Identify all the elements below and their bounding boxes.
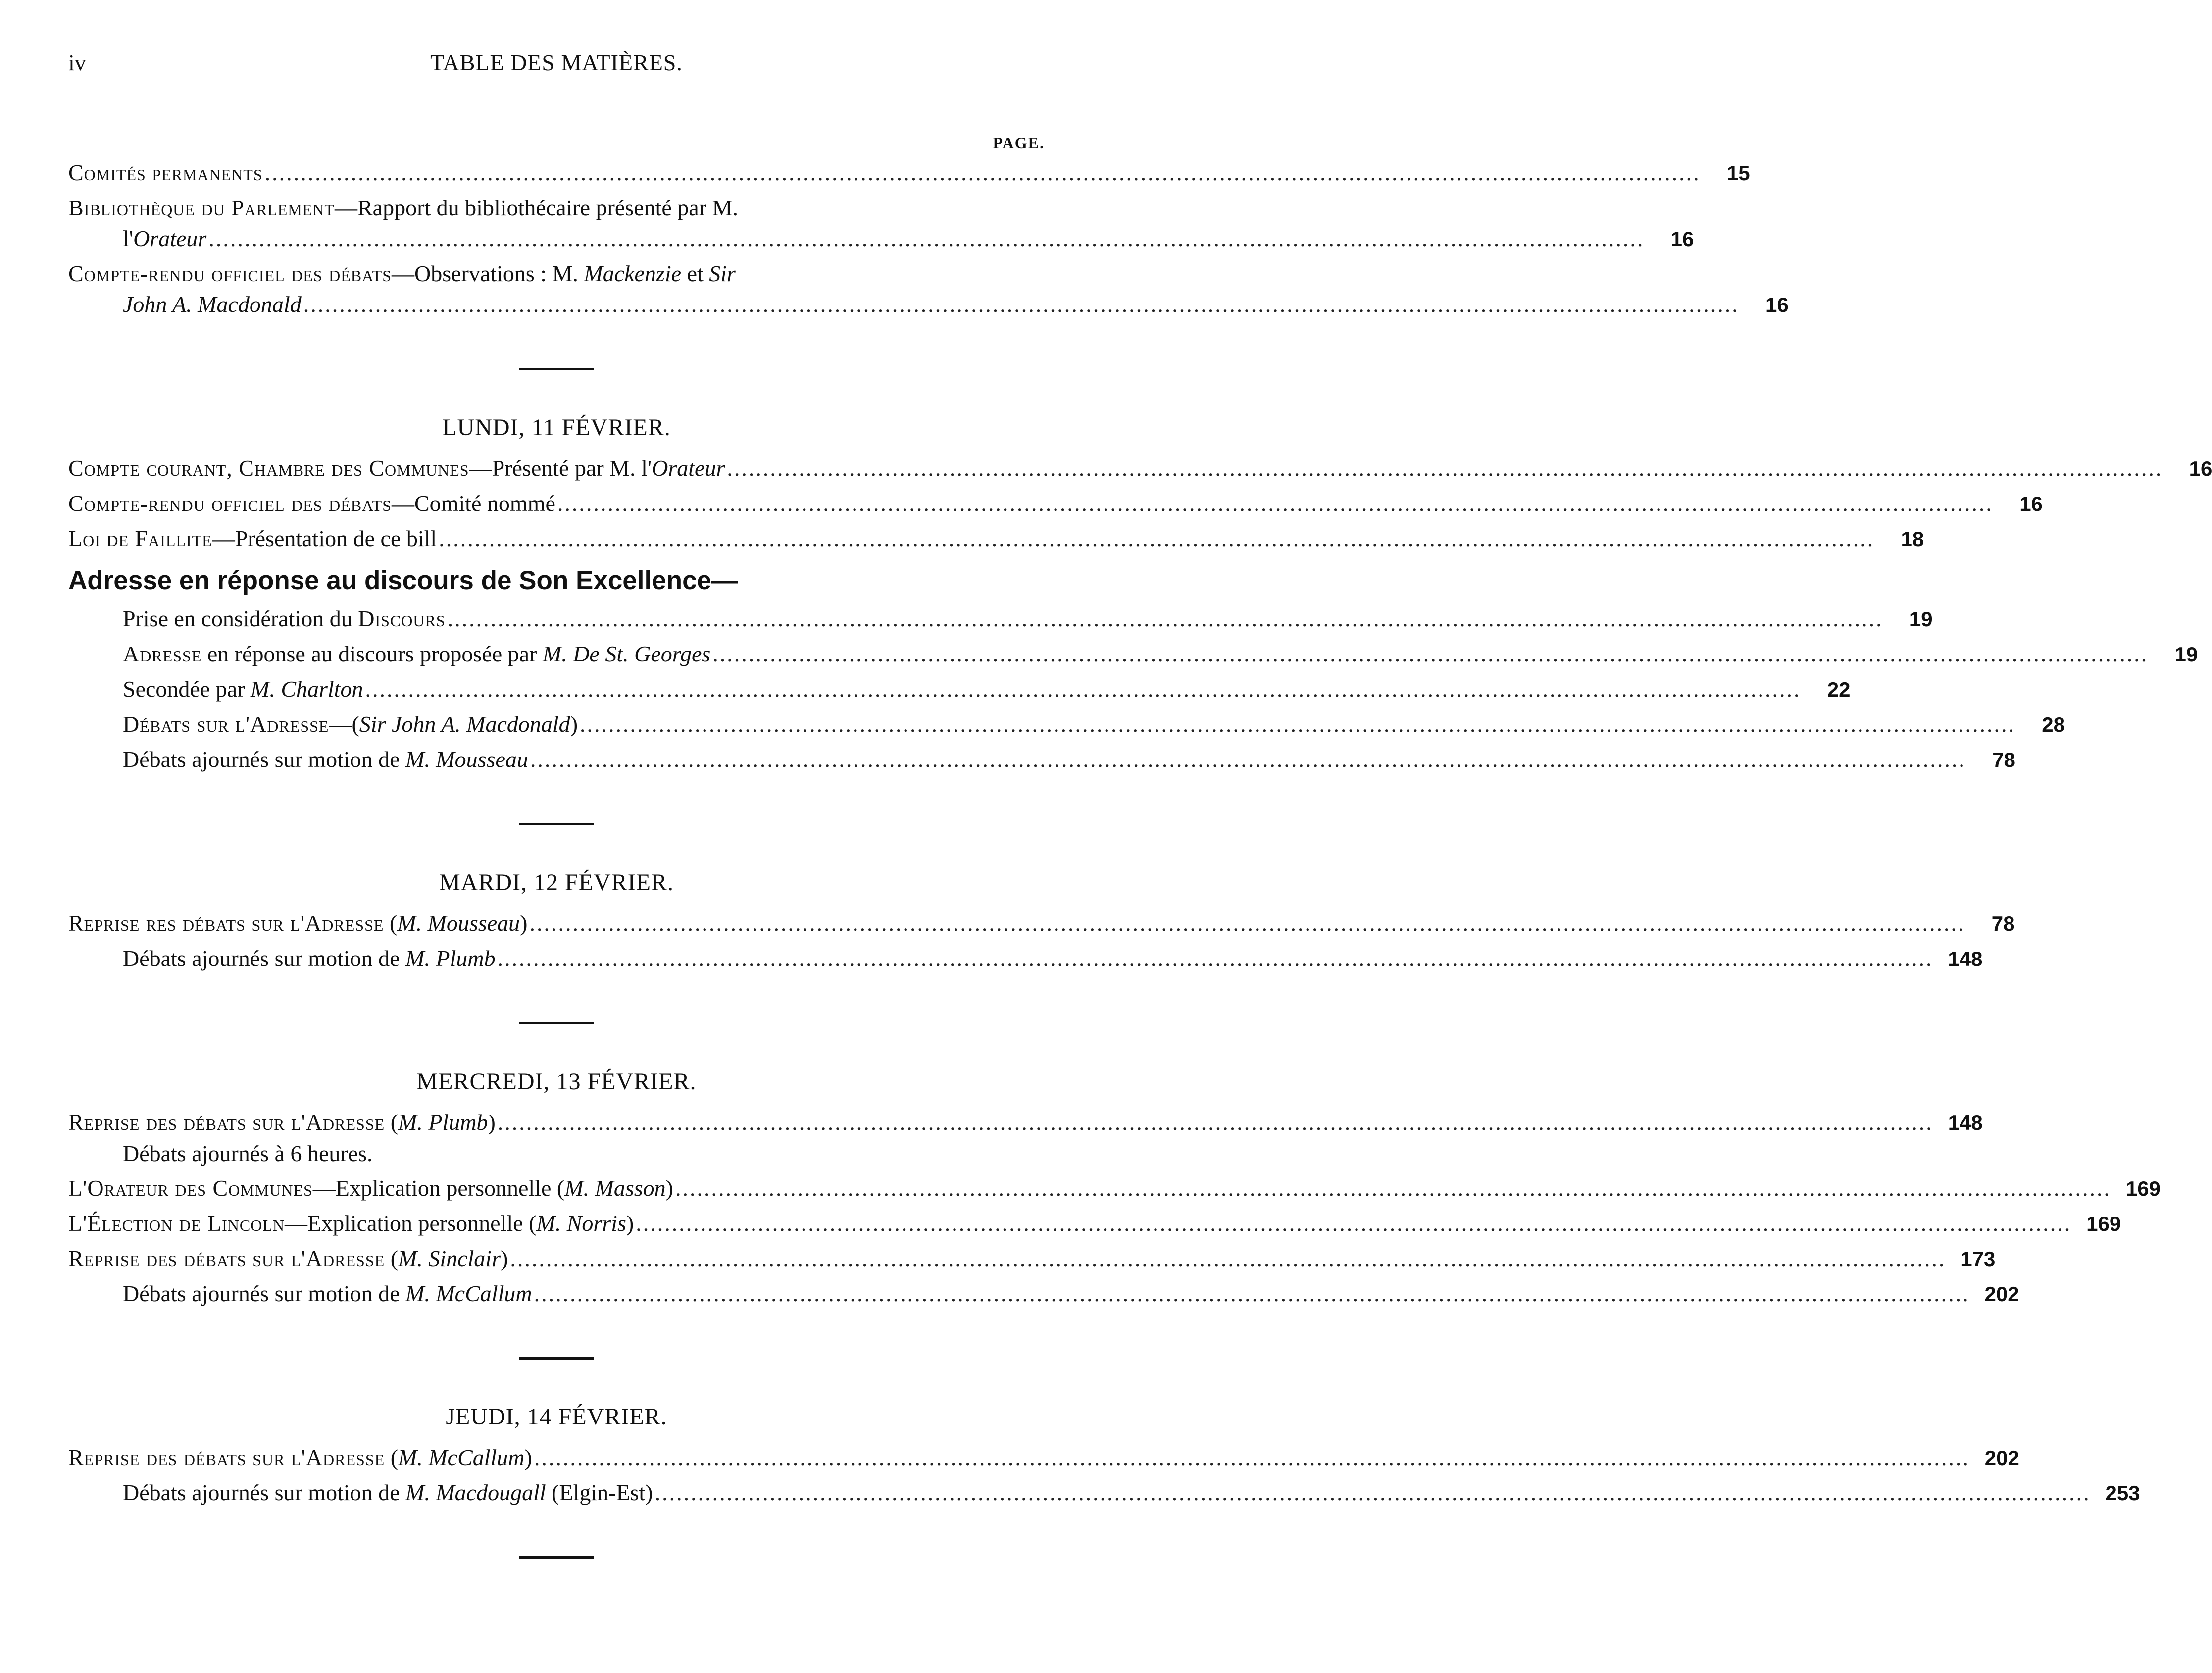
dot-leader: ........................................................................................................................................................................................................: [497, 946, 1933, 971]
dot-leader: ........................................................................................................................................................................................................: [510, 1246, 1946, 1271]
entry-text-part: Reprise res débats sur l'Adresse: [68, 911, 384, 936]
entry-text-part: M. Norris: [536, 1211, 626, 1236]
entry-text-part: l': [123, 226, 134, 251]
dot-leader: ........................................................................................................................................................................................................: [439, 526, 1875, 551]
entry-title: [123, 674, 363, 705]
entry-row: [123, 604, 1933, 635]
entry-text-part: Débats ajournés sur motion de: [123, 1480, 406, 1505]
toc-entry: [68, 488, 2043, 519]
entry-text-part: Discours: [358, 606, 446, 631]
toc-entry: [68, 639, 2198, 670]
bold-subheading: Adresse en réponse au discours de Son Excellence—: [68, 566, 738, 595]
day-heading: JEUDI, 14 FÉVRIER.: [446, 1404, 667, 1430]
page-ref: 173: [1961, 1247, 1996, 1270]
section-divider: [519, 1357, 594, 1360]
entry-title: [68, 1442, 532, 1473]
entry-title-continued: [123, 223, 206, 254]
entry-text-part: ): [570, 711, 578, 737]
entry-text-part: M. McCallum: [405, 1281, 532, 1306]
entry-first-line: [68, 193, 1045, 223]
page-ref: 202: [1984, 1446, 2019, 1470]
page-header: [68, 35, 1045, 82]
entry-text-part: ): [488, 1110, 496, 1135]
entry-text-part: Compte-rendu officiel des débats: [68, 491, 392, 516]
entry-row: [68, 1442, 2019, 1473]
entry-text-part: Prise en considération du: [123, 606, 358, 631]
entry-text-part: Débats ajournés sur motion de: [123, 1281, 406, 1306]
section-divider: [519, 1022, 594, 1024]
dot-leader: ........................................................................................................................................................................................................: [534, 1445, 1970, 1470]
dot-leader: ........................................................................................................................................................................................................: [529, 911, 1965, 936]
page-ref: 16: [1765, 293, 1789, 316]
dot-leader: ........................................................................................................................................................................................................: [365, 676, 1801, 702]
entry-text-part: ): [665, 1175, 673, 1201]
entry-row: [123, 709, 2065, 740]
entry-row: [68, 157, 1750, 189]
dot-leader: ........................................................................................................................................................................................................: [580, 711, 2016, 737]
entry-text-part: M. Mousseau: [397, 911, 520, 936]
day-heading: MERCREDI, 13 FÉVRIER.: [416, 1068, 697, 1095]
entry-text-part: (: [384, 911, 398, 936]
entry-row: [123, 639, 2198, 670]
toc-entry: [68, 744, 2015, 775]
entry-note: Débats ajournés à 6 heures.: [123, 1141, 373, 1166]
entry-title: [68, 488, 555, 519]
entry-text-part: Orateur: [652, 456, 725, 481]
entry-text-part: (Elgin-Est): [546, 1480, 653, 1505]
section-divider: [519, 1556, 594, 1559]
page-ref: 78: [1991, 912, 2015, 935]
entry-text-part: —Comité nommé: [391, 491, 555, 516]
page-number: iv: [68, 50, 86, 75]
page-ref: 169: [2125, 1177, 2161, 1200]
entry-text-part: M. Masson: [564, 1175, 666, 1201]
entry-text-part: Secondée par: [123, 676, 251, 702]
entry-text-part: —Explication personnelle (: [312, 1175, 565, 1201]
entry-row: [68, 488, 2043, 519]
entry-title: [123, 1477, 653, 1508]
page-ref: 16: [2019, 492, 2043, 515]
dot-leader: ........................................................................................................................................................................................................: [654, 1480, 2091, 1505]
page-ref: 148: [1948, 947, 1983, 970]
entry-title: [68, 258, 736, 289]
entry-text-part: M. Plumb: [398, 1110, 488, 1135]
entry-text-part: ): [524, 1445, 532, 1470]
entry-row: [68, 523, 1924, 555]
entry-text-part: Orateur: [133, 226, 207, 251]
entry-text-part: Débats sur l'Adresse: [123, 711, 329, 737]
toc-entry: [68, 1243, 1996, 1274]
page-ref: 28: [2042, 713, 2065, 736]
page-ref: 22: [1827, 678, 1851, 701]
entry-title: [68, 1243, 508, 1274]
dot-leader: ........................................................................................................................................................................................................: [636, 1211, 2072, 1236]
entry-row: [123, 1278, 2019, 1310]
section-divider: [519, 368, 594, 370]
entry-text-part: ): [501, 1246, 508, 1271]
toc-entry: [68, 1208, 2121, 1239]
entry-title-continued: [123, 289, 302, 320]
toc-sections: [68, 368, 2212, 1559]
dot-leader: ........................................................................................................................................................................................................: [497, 1110, 1933, 1135]
entry-title: [68, 1107, 496, 1138]
entry-text-part: (: [385, 1445, 399, 1470]
day-heading: MARDI, 12 FÉVRIER.: [439, 869, 674, 896]
entry-text-part: (: [385, 1110, 399, 1135]
entry-title: [123, 604, 446, 634]
toc-entry: [68, 604, 1933, 635]
dot-leader: ........................................................................................................................................................................................................: [712, 641, 2149, 666]
entry-text-part: Reprise des débats sur l'Adresse: [68, 1110, 385, 1135]
dot-leader: ........................................................................................................................................................................................................: [557, 491, 1993, 516]
entry-text-part: L'Élection de Lincoln: [68, 1211, 285, 1236]
entry-row: [123, 1477, 2140, 1509]
entry-title: [123, 639, 710, 669]
toc-entry: [68, 1107, 1983, 1169]
entry-title: [123, 943, 495, 974]
entry-text-part: M. Plumb: [405, 946, 496, 971]
entry-row: [68, 1173, 2161, 1204]
entry-title: [123, 744, 528, 775]
running-title: TABLE DES MATIÈRES.: [430, 50, 683, 75]
entry-title: [68, 453, 725, 484]
entry-text-part: —Observations : M.: [391, 261, 584, 286]
entry-title: [123, 1278, 532, 1309]
entry-text-part: Débats ajournés sur motion de: [123, 747, 406, 772]
toc-entry: [68, 674, 1851, 705]
toc-entry: [68, 709, 2065, 740]
entry-row: [68, 1208, 2121, 1239]
dot-leader: ........................................................................................................................................................................................................: [675, 1175, 2111, 1201]
toc-entry: [68, 523, 1924, 555]
toc-entry: [68, 1173, 2161, 1204]
dot-leader: ........................................................................................................................................................................................................: [208, 226, 1645, 251]
entry-text-part: Bibliothèque du Parlement: [68, 195, 335, 220]
page-ref: 19: [1909, 608, 1933, 631]
entry-title: [68, 908, 527, 939]
entry-text-part: —Explication personnelle (: [284, 1211, 537, 1236]
entry-row: [123, 943, 1983, 974]
entry-text-part: L'Orateur des Communes: [68, 1175, 313, 1201]
entry-text-part: Sir: [709, 261, 736, 286]
entry-text-part: Mackenzie: [584, 261, 682, 286]
entry-title: [123, 709, 578, 740]
dot-leader: ........................................................................................................................................................................................................: [447, 606, 1883, 631]
entry-text-part: M. Sinclair: [398, 1246, 501, 1271]
dot-leader: ........................................................................................................................................................................................................: [530, 747, 1966, 772]
toc-entry: [68, 1278, 2019, 1310]
entry-continuation: [68, 223, 1694, 254]
entry-title: [68, 1208, 634, 1239]
entry-row: [123, 674, 1851, 705]
toc-entry: [68, 258, 1789, 320]
entry-title: [68, 523, 437, 554]
toc-page: [68, 35, 2212, 1602]
entry-row: [68, 1243, 1996, 1274]
entry-text-part: Loi de Faillite: [68, 526, 212, 551]
page-ref: 202: [1984, 1282, 2019, 1306]
entry-text-part: ): [626, 1211, 634, 1236]
dot-leader: ........................................................................................................................................................................................................: [727, 456, 2163, 481]
entry-text-part: M. Charlton: [251, 676, 363, 702]
entry-text-part: en réponse au discours proposée par: [201, 641, 543, 666]
entry-text-part: Compte-rendu officiel des débats: [68, 261, 392, 286]
entry-text-part: Adresse: [123, 641, 202, 666]
dot-leader: ........................................................................................................................................................................................................: [303, 292, 1739, 317]
page-column-label: PAGE.: [993, 134, 1045, 152]
toc-entry: [68, 193, 1694, 254]
section-divider: [519, 823, 594, 825]
dot-leader: ........................................................................................................................................................................................................: [264, 160, 1701, 185]
entry-text-part: (: [385, 1246, 399, 1271]
entry-text-part: John A. Macdonald: [123, 292, 302, 317]
toc-entry: [68, 1477, 2140, 1509]
entry-text-part: M. Macdougall: [405, 1480, 546, 1505]
entry-text-part: Reprise des débats sur l'Adresse: [68, 1445, 385, 1470]
entry-first-line: [68, 258, 1045, 289]
entry-title: [68, 1173, 673, 1204]
entry-text-part: Compte courant, Chambre des Communes: [68, 456, 469, 481]
toc-entry: [68, 1442, 2019, 1473]
entry-text-part: Sir John A. Macdonald: [359, 711, 570, 737]
day-heading: LUNDI, 11 FÉVRIER.: [442, 414, 671, 441]
page-ref: 15: [1726, 161, 1750, 185]
entry-text-part: M. Mousseau: [405, 747, 528, 772]
entry-text-part: Débats ajournés sur motion de: [123, 946, 406, 971]
page-ref: 16: [1670, 227, 1694, 251]
toc-entry: [68, 943, 1983, 974]
page-ref: 78: [1992, 748, 2015, 771]
page-ref: 253: [2105, 1481, 2140, 1505]
entry-text-part: —Rapport du bibliothécaire présenté par M.: [334, 195, 738, 220]
entry-text-part: —(: [329, 711, 359, 737]
entry-title: [68, 157, 263, 188]
entry-text-part: ): [520, 911, 528, 936]
entry-text-part: M. McCallum: [398, 1445, 525, 1470]
entry-text-part: Comités permanents: [68, 160, 263, 185]
toc-entry: [68, 908, 2015, 939]
entry-text-part: Reprise des débats sur l'Adresse: [68, 1246, 385, 1271]
entry-title: [68, 193, 738, 223]
entry-text-part: M. De St. Georges: [542, 641, 711, 666]
entry-row: [123, 744, 2015, 775]
page-ref: 148: [1948, 1111, 1983, 1134]
page-ref: 16: [2189, 457, 2212, 480]
toc-entry: [68, 157, 1750, 189]
entry-text-part: et: [681, 261, 709, 286]
preamble-entries: [68, 157, 1789, 320]
entry-row: [68, 453, 2212, 484]
entry-continuation: [68, 289, 1789, 320]
entry-row: [68, 908, 2015, 939]
page-ref: 18: [1901, 527, 1924, 551]
entry-text-part: —Présenté par M. l': [469, 456, 652, 481]
entry-row: [68, 1107, 1983, 1138]
dot-leader: ........................................................................................................................................................................................................: [534, 1281, 1970, 1306]
page-ref: 19: [2174, 643, 2198, 666]
entry-text-part: —Présentation de ce bill: [212, 526, 437, 551]
page-ref: 169: [2086, 1212, 2121, 1235]
toc-entry: [68, 453, 2212, 484]
